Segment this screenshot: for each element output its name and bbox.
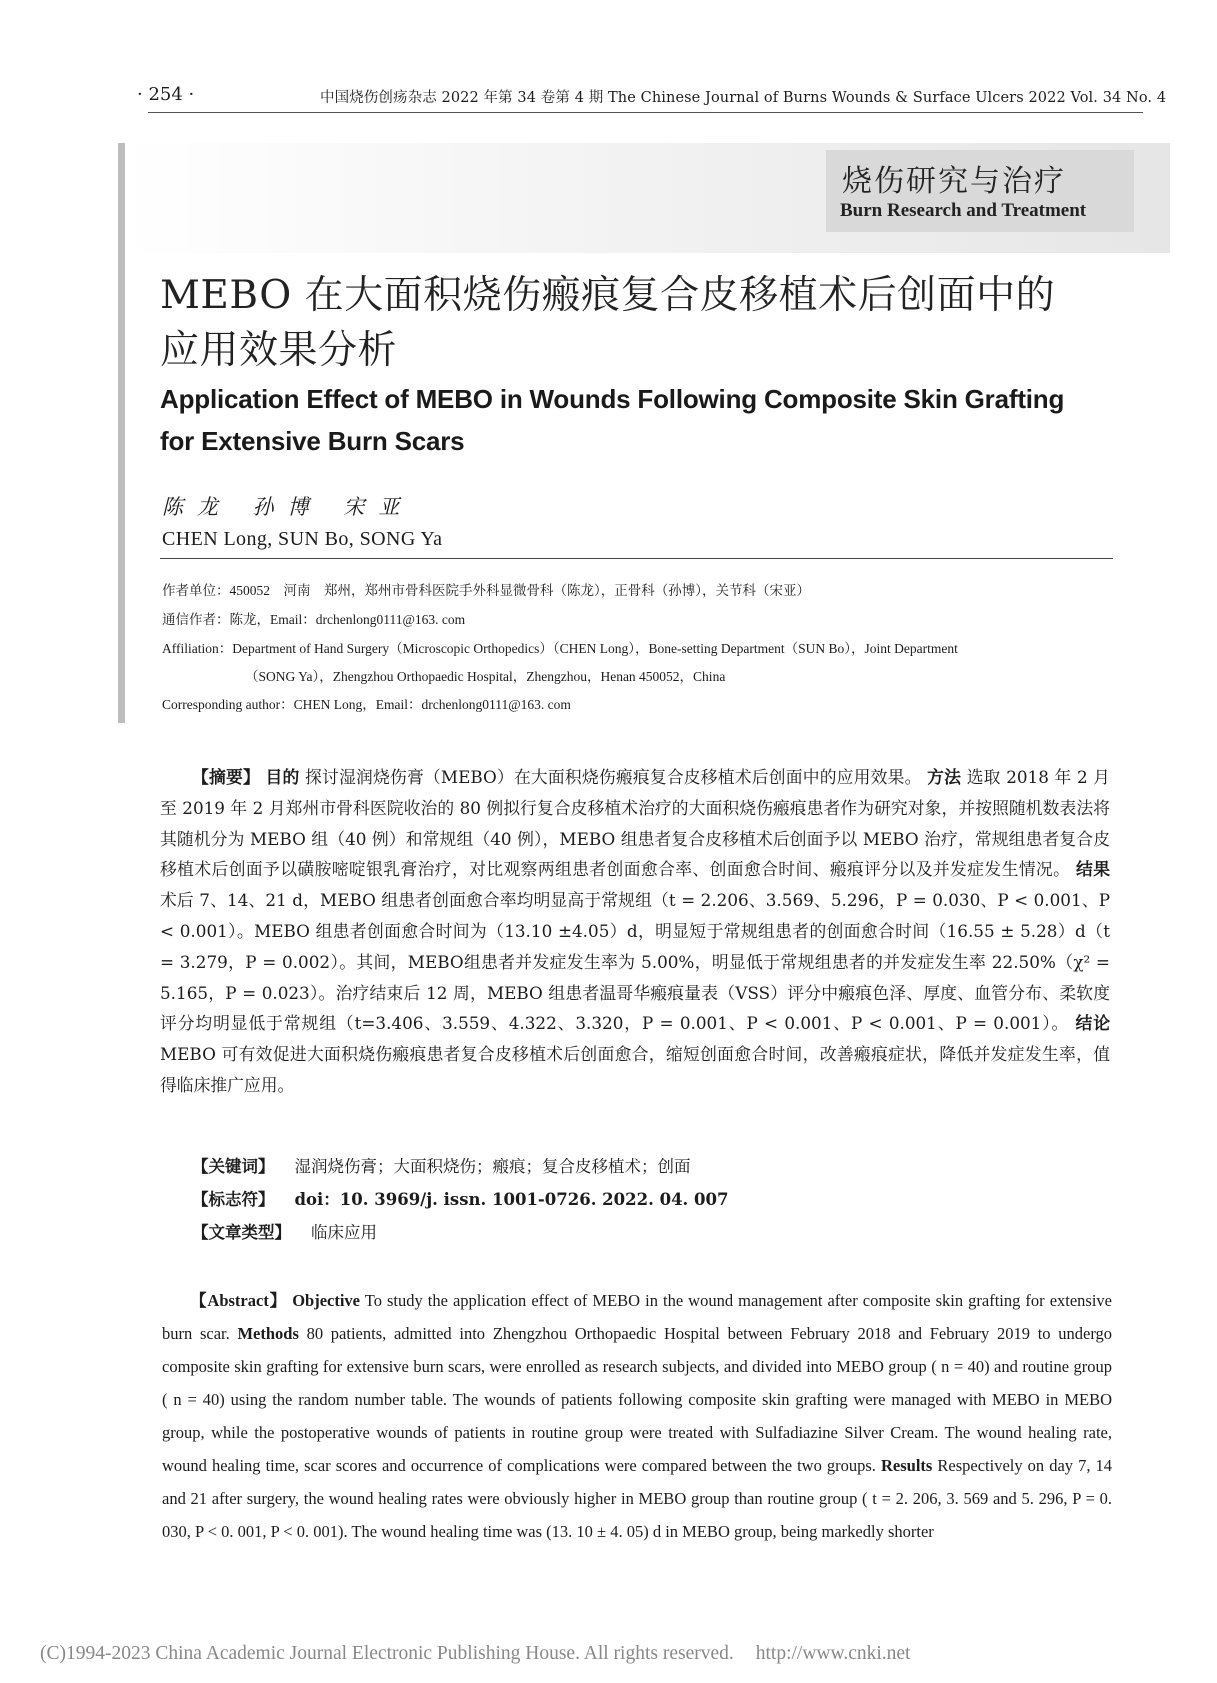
- keywords-label: 【关键词】: [192, 1157, 275, 1176]
- column-name-zh: 烧伤研究与治疗: [842, 164, 1066, 199]
- page-number: · 254 ·: [137, 84, 195, 105]
- methods-en: 80 patients, admitted into Zhengzhou Orthopaedic Hospital between February 2018 and February 2019 to undergo composite skin grafting for extensive burn scars, were enrolled as research subjects, and divided into MEBO group ( n = 40) and routine group ( n = 40) using the random number table. The wounds of patients following composite skin grafting were managed with MEBO in MEBO group, while the postoperative wounds of patients in routine group were treated with Sulfadiazine Silver Cream. The wound healing rate, wound healing time, scar scores and occurrence of complications were compared between the two groups.: [162, 1324, 1113, 1475]
- objective-label-en: Objective: [292, 1291, 361, 1310]
- methods-label-zh: 方法: [927, 767, 962, 787]
- corresponding-zh: 通信作者：陈龙，Email：drchenlong0111@163. com: [162, 612, 466, 627]
- results-en: Respectively on day 7, 14 and 21 after surgery, the wound healing rates were obviously higher in MEBO group than routine group ( t = 2. 206, 3. 569 and 5. 296, P = 0. 030, P < 0. 001, P < 0. 001). The wound healing time was (13. 10 ± 4. 05) d in MEBO group, being markedly shorter: [162, 1456, 1113, 1541]
- authors-divider: [160, 558, 1113, 559]
- copyright-footer: [40, 1643, 910, 1665]
- keywords-value: 湿润烧伤膏；大面积烧伤；瘢痕；复合皮移植术；创面: [294, 1157, 691, 1176]
- conclusion-label-zh: 结论: [1075, 1013, 1110, 1034]
- doi: [192, 1186, 729, 1210]
- margin-bar: [118, 143, 125, 723]
- doi-value: doi：10. 3969/j. issn. 1001-0726. 2022. 04. 007: [294, 1190, 729, 1209]
- authors-zh: 陈龙 孙博 宋亚: [162, 495, 414, 519]
- column-tag: [826, 150, 1134, 232]
- results-label-zh: 结果: [1076, 859, 1110, 880]
- abstract-en: [162, 1284, 1112, 1548]
- copyright-text: (C)1994-2023 China Academic Journal Electronic Publishing House. All rights reserved.: [40, 1643, 734, 1664]
- affiliation-en-line2: （SONG Ya），Zhengzhou Orthopaedic Hospital，Zhengzhou，Henan 450052，China: [245, 669, 726, 684]
- title-en-line2: for Extensive Burn Scars: [160, 426, 465, 456]
- article-type: [192, 1219, 377, 1243]
- title-en-line1: Application Effect of MEBO in Wounds Following Composite Skin Grafting: [160, 384, 1065, 414]
- journal-citation: 中国烧伤创疡杂志 2022 年第 34 卷第 4 期 The Chinese Journal of Burns Wounds & Surface Ulcers 2022 Vol. 34 No. 4: [320, 90, 1167, 106]
- title-zh: [160, 268, 1120, 378]
- abstract-zh: [160, 762, 1110, 1101]
- footer-url[interactable]: http://www.cnki.net: [755, 1643, 911, 1664]
- methods-zh: 选取 2018 年 2 月至 2019 年 2 月郑州市骨科医院收治的 80 例拟行复合皮移植术治疗的大面积烧伤瘢痕患者作为研究对象，并按照随机数表法将其随机分为 MEBO 组（40 例）和常规组（40 例），MEBO 组患者复合皮移植术后创面予以 MEBO 治疗，常规组患者复合皮移植术后创面予以磺胺嘧啶银乳膏治疗，对比观察两组患者创面愈合率、创面愈合时间、瘢痕评分以及并发症发生情况。: [160, 767, 1110, 880]
- objective-en: To study the application effect of MEBO in the wound management after composite skin grafting for extensive burn scar.: [162, 1291, 1113, 1343]
- header-divider: [148, 112, 1143, 113]
- results-zh: 术后 7、14、21 d，MEBO 组患者创面愈合率均明显高于常规组（t = 2.206、3.569、5.296，P = 0.030、P < 0.001、P < 0.001）。MEBO 组患者创面愈合时间为（13.10 ±4.05）d，明显短于常规组患者的创面愈合时间（16.55 ± 5.28）d（t = 3.279，P = 0.002）。其间，MEBO组患者并发症发生率为 5.00%，明显低于常规组患者的并发症发生率 22.50%（χ² = 5.165，P = 0.023）。治疗结束后 12 周，MEBO 组患者温哥华瘢痕量表（VSS）评分中瘢痕色泽、厚度、血管分布、柔软度评分均明显低于常规组（t=3.406、3.559、4.322、3.320，P = 0.001、P < 0.001、P < 0.001、P = 0.001）。: [160, 890, 1110, 1034]
- results-label-en: Results: [881, 1456, 933, 1475]
- column-name-en: Burn Research and Treatment: [840, 200, 1087, 221]
- title-en: [160, 378, 1120, 462]
- abstract-en-label: 【Abstract】: [190, 1291, 288, 1310]
- objective-zh: 探讨湿润烧伤膏（MEBO）在大面积烧伤瘢痕复合皮移植术后创面中的应用效果。: [305, 767, 922, 787]
- objective-label-zh: 目的: [265, 767, 300, 787]
- article-type-value: 临床应用: [311, 1223, 377, 1242]
- affiliation-zh: 作者单位：450052 河南 郑州，郑州市骨科医院手外科显微骨科（陈龙），正骨科（孙博），关节科（宋亚）: [162, 583, 810, 598]
- abstract-zh-label: 【摘要】: [192, 767, 260, 787]
- title-zh-line2: 应用效果分析: [160, 328, 398, 373]
- affiliation-en-line1: Affiliation：Department of Hand Surgery（Microscopic Orthopedics）（CHEN Long），Bone-setting Department（SUN Bo），Joint Department: [162, 641, 958, 656]
- authors-en: CHEN Long, SUN Bo, SONG Ya: [162, 528, 443, 550]
- keywords: [192, 1153, 691, 1177]
- conclusion-zh: MEBO 可有效促进大面积烧伤瘢痕患者复合皮移植术后创面愈合，缩短创面愈合时间，改善瘢痕症状，降低并发症发生率，值得临床推广应用。: [160, 1044, 1110, 1095]
- corresponding-en: Corresponding author：CHEN Long，Email：drchenlong0111@163. com: [162, 697, 571, 712]
- title-zh-line1: MEBO 在大面积烧伤瘢痕复合皮移植术后创面中的: [160, 273, 1056, 318]
- running-head: [0, 84, 1217, 108]
- methods-label-en: Methods: [237, 1324, 299, 1343]
- doi-label: 【标志符】: [192, 1190, 275, 1209]
- article-type-label: 【文章类型】: [192, 1223, 291, 1242]
